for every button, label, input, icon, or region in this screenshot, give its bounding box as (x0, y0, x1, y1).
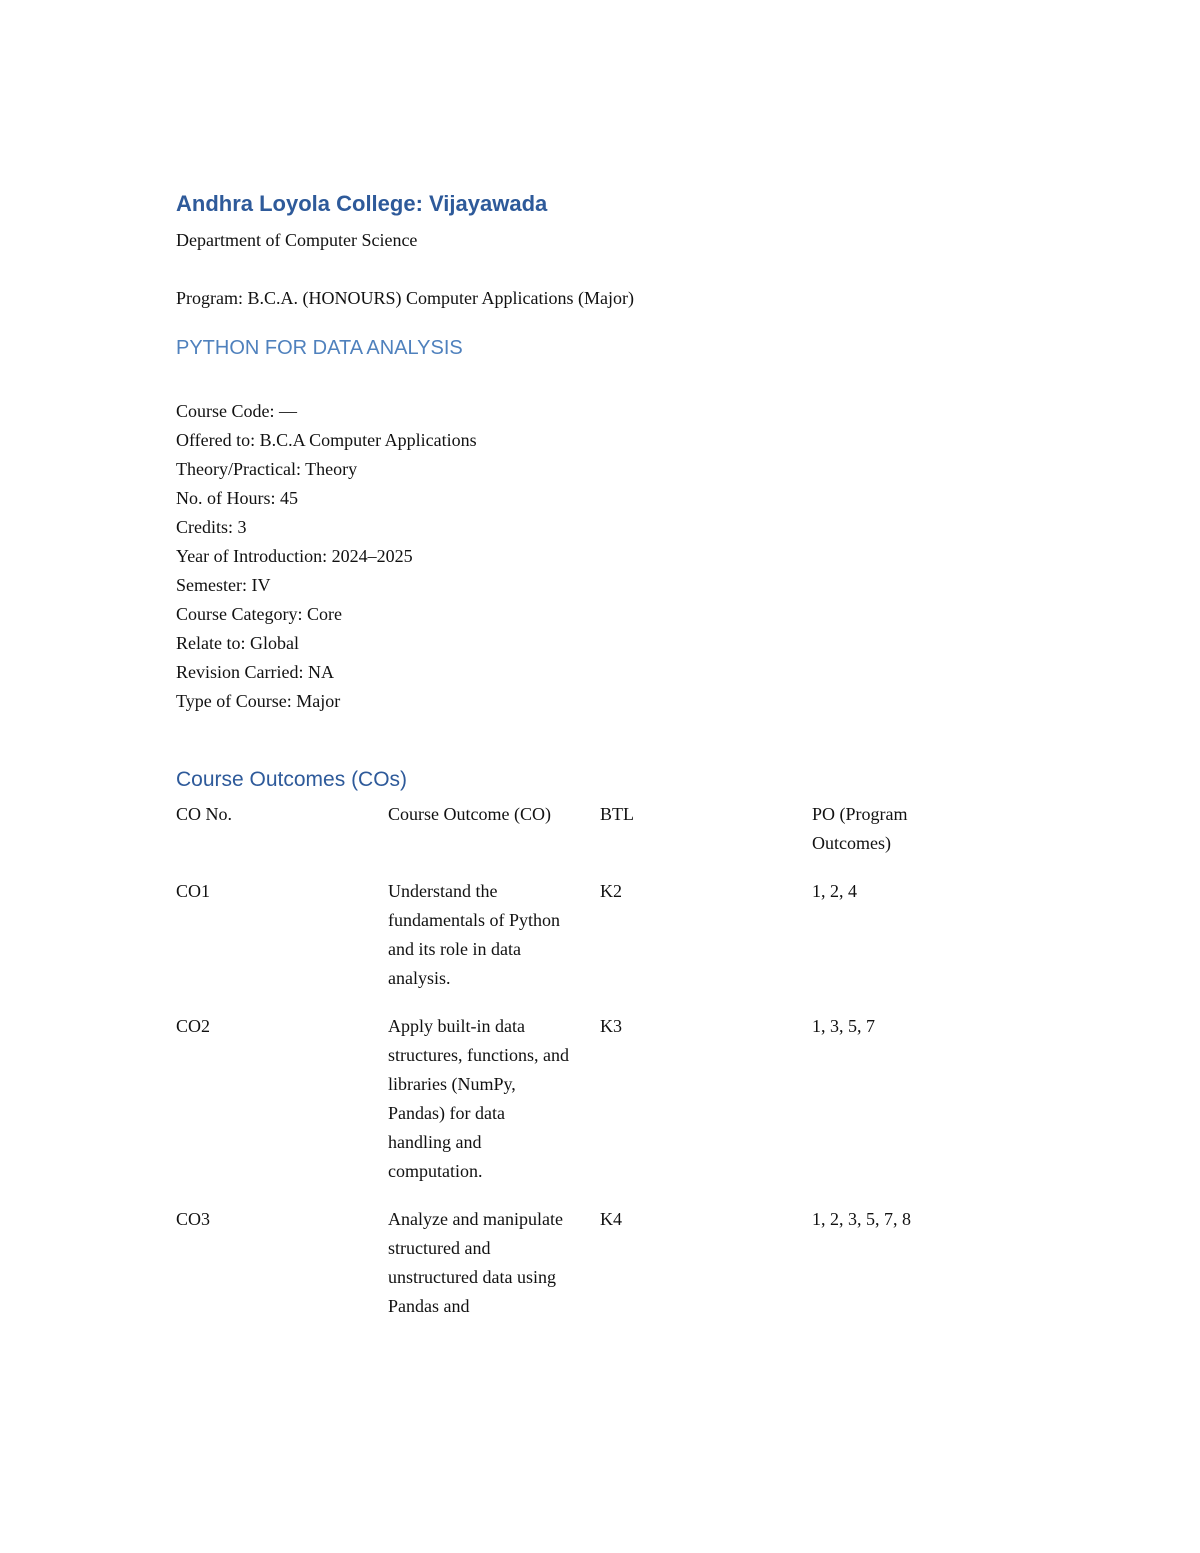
detail-course-code: Course Code: — (176, 401, 297, 421)
course-outcomes-heading: Course Outcomes (COs) (176, 768, 408, 791)
detail-hours: No. of Hours: 45 (176, 488, 298, 508)
detail-offered-to: Offered to: B.C.A Computer Applications (176, 430, 477, 450)
cell-course-outcome: Apply built-in data structures, functions, and libraries (NumPy, Pandas) for data handling and computation. (388, 1016, 569, 1181)
cell-program-outcomes: 1, 3, 5, 7 (812, 1016, 875, 1036)
detail-relate-to: Relate to: Global (176, 633, 299, 653)
college-heading: Andhra Loyola College: Vijayawada (176, 191, 548, 216)
table-header-row (176, 800, 976, 877)
table-row (176, 877, 976, 1012)
table-row (176, 1012, 976, 1205)
cell-program-outcomes: 1, 2, 4 (812, 881, 857, 901)
cell-course-outcome: Understand the fundamentals of Python and its role in data analysis. (388, 881, 560, 988)
detail-revision-carried: Revision Carried: NA (176, 662, 334, 682)
column-header-btl: BTL (600, 804, 634, 824)
detail-semester: Semester: IV (176, 575, 271, 595)
detail-credits: Credits: 3 (176, 517, 247, 537)
detail-year-introduction: Year of Introduction: 2024–2025 (176, 546, 413, 566)
table-row (176, 1205, 976, 1340)
cell-program-outcomes: 1, 2, 3, 5, 7, 8 (812, 1209, 911, 1229)
detail-type-of-course: Type of Course: Major (176, 691, 341, 711)
cell-btl: K4 (600, 1209, 622, 1229)
department-line: Department of Computer Science (176, 230, 418, 250)
cell-co-number: CO1 (176, 881, 211, 901)
column-header-po: PO (Program Outcomes) (812, 804, 908, 853)
column-header-course-outcome: Course Outcome (CO) (388, 804, 551, 824)
detail-theory-practical: Theory/Practical: Theory (176, 459, 358, 479)
course-outcomes-table (176, 800, 976, 1340)
cell-btl: K3 (600, 1016, 622, 1036)
program-line: Program: B.C.A. (HONOURS) Computer Applications (Major) (176, 288, 634, 308)
cell-course-outcome: Analyze and manipulate structured and unstructured data using Pandas and (388, 1209, 563, 1316)
cell-btl: K2 (600, 881, 622, 901)
cell-co-number: CO3 (176, 1209, 211, 1229)
cell-co-number: CO2 (176, 1016, 211, 1036)
course-title: PYTHON FOR DATA ANALYSIS (176, 337, 463, 359)
detail-course-category: Course Category: Core (176, 604, 342, 624)
course-details-list (176, 397, 477, 716)
column-header-co-no: CO No. (176, 804, 233, 824)
